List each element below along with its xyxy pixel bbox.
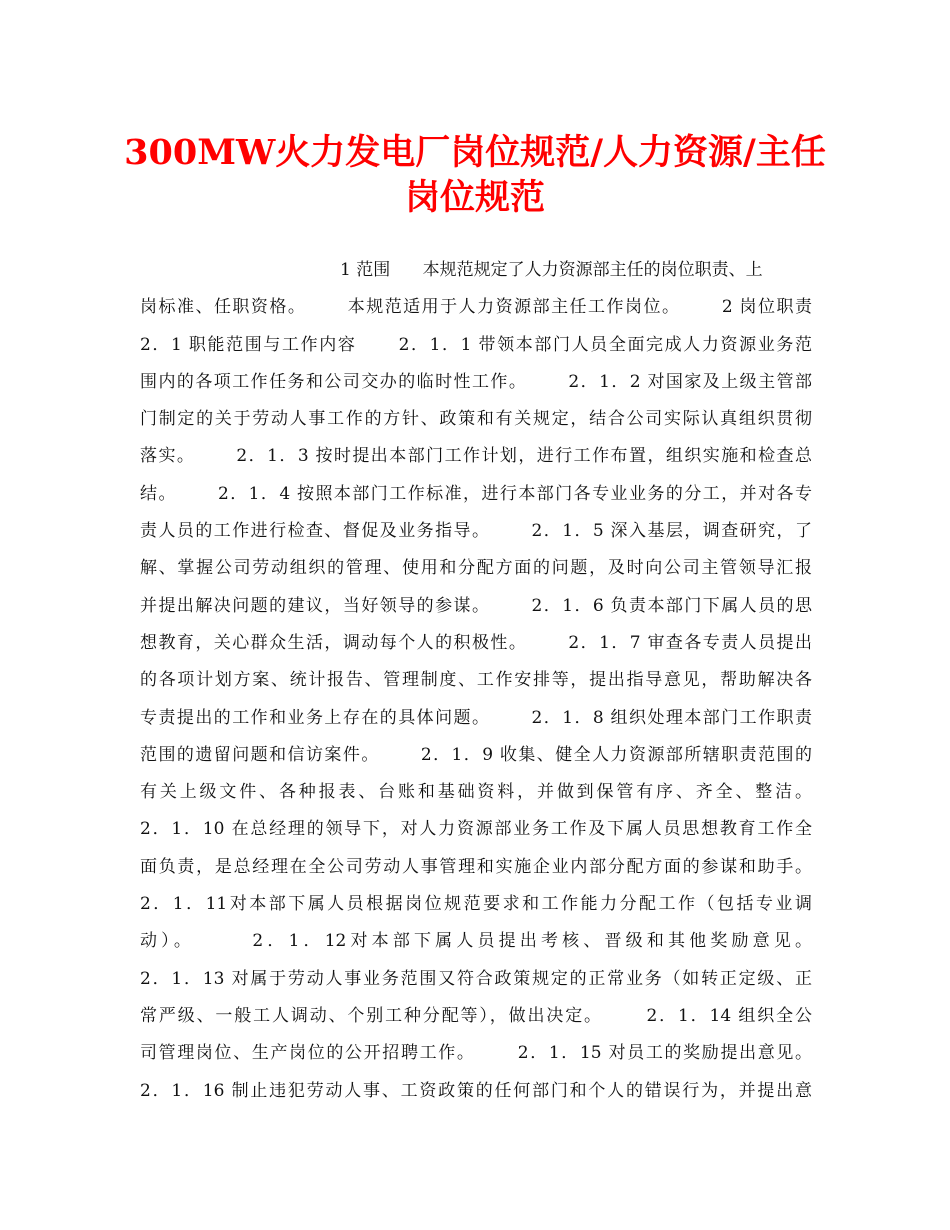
document-body [140, 252, 812, 1110]
body-line: 常严级、一般工人调动、个别工种分配等），做出决定。 2．1．14 组织全公 [140, 1005, 812, 1026]
body-line: 范围的遗留问题和信访案件。 2．1．9 收集、健全人力资源部所辖职责范围的 [140, 744, 812, 765]
body-line: 围内的各项工作任务和公司交办的临时性工作。 2．1．2 对国家及上级主管部 [140, 371, 812, 392]
body-line: 责人员的工作进行检查、督促及业务指导。 2．1．5 深入基层，调查研究，了 [140, 521, 812, 542]
body-line: 门制定的关于劳动人事工作的方针、政策和有关规定，结合公司实际认真组织贯彻 [140, 409, 812, 430]
body-line: 1 范围 本规范规定了人力资源部主任的岗位职责、上 [340, 260, 763, 280]
body-line: 2．1．11对本部下属人员根据岗位规范要求和工作能力分配工作（包括专业调 [140, 894, 812, 915]
body-line: 2．1．13 对属于劳动人事业务范围又符合政策规定的正常业务（如转正定级、正 [140, 968, 812, 989]
body-line: 落实。 2．1．3 按时提出本部门工作计划，进行工作布置，组织实施和检查总 [140, 446, 812, 467]
body-line: 解、掌握公司劳动组织的管理、使用和分配方面的问题，及时向公司主管领导汇报 [140, 558, 812, 579]
body-line: 岗标准、任职资格。 本规范适用于人力资源部主任工作岗位。 2 岗位职责 [140, 297, 812, 318]
body-line: 的各项计划方案、统计报告、管理制度、工作安排等，提出指导意见，帮助解决各 [140, 670, 812, 691]
body-line: 2．1．10 在总经理的领导下，对人力资源部业务工作及下属人员思想教育工作全 [140, 819, 812, 840]
body-line: 司管理岗位、生产岗位的公开招聘工作。 2．1．15 对员工的奖励提出意见。 [140, 1043, 812, 1064]
body-line: 2．1．16 制止违犯劳动人事、工资政策的任何部门和个人的错误行为，并提出意 [140, 1080, 812, 1101]
document-title-line-2: 岗位规范 [404, 177, 545, 218]
body-line: 想教育，关心群众生活，调动每个人的积极性。 2．1．7 审查各专责人员提出 [140, 632, 812, 653]
body-line: 2．1 职能范围与工作内容 2．1．1 带领本部门人员全面完成人力资源业务范 [140, 334, 812, 355]
body-line: 动）。 2．1．12对本部下属人员提出考核、晋级和其他奖励意见。 [140, 931, 812, 952]
body-line: 并提出解决问题的建议，当好领导的参谋。 2．1．6 负责本部门下属人员的思 [140, 595, 812, 616]
document-title-line-1: 300MW火力发电厂岗位规范/人力资源/主任 [124, 132, 826, 173]
body-line: 结。 2．1．4 按照本部门工作标准，进行本部门各专业业务的分工，并对各专 [140, 483, 812, 504]
body-line: 面负责，是总经理在全公司劳动人事管理和实施企业内部分配方面的参谋和助手。 [140, 856, 812, 877]
body-line: 专责提出的工作和业务上存在的具体问题。 2．1．8 组织处理本部门工作职责 [140, 707, 812, 728]
body-line: 有关上级文件、各种报表、台账和基础资料，并做到保管有序、齐全、整洁。 [140, 782, 812, 803]
